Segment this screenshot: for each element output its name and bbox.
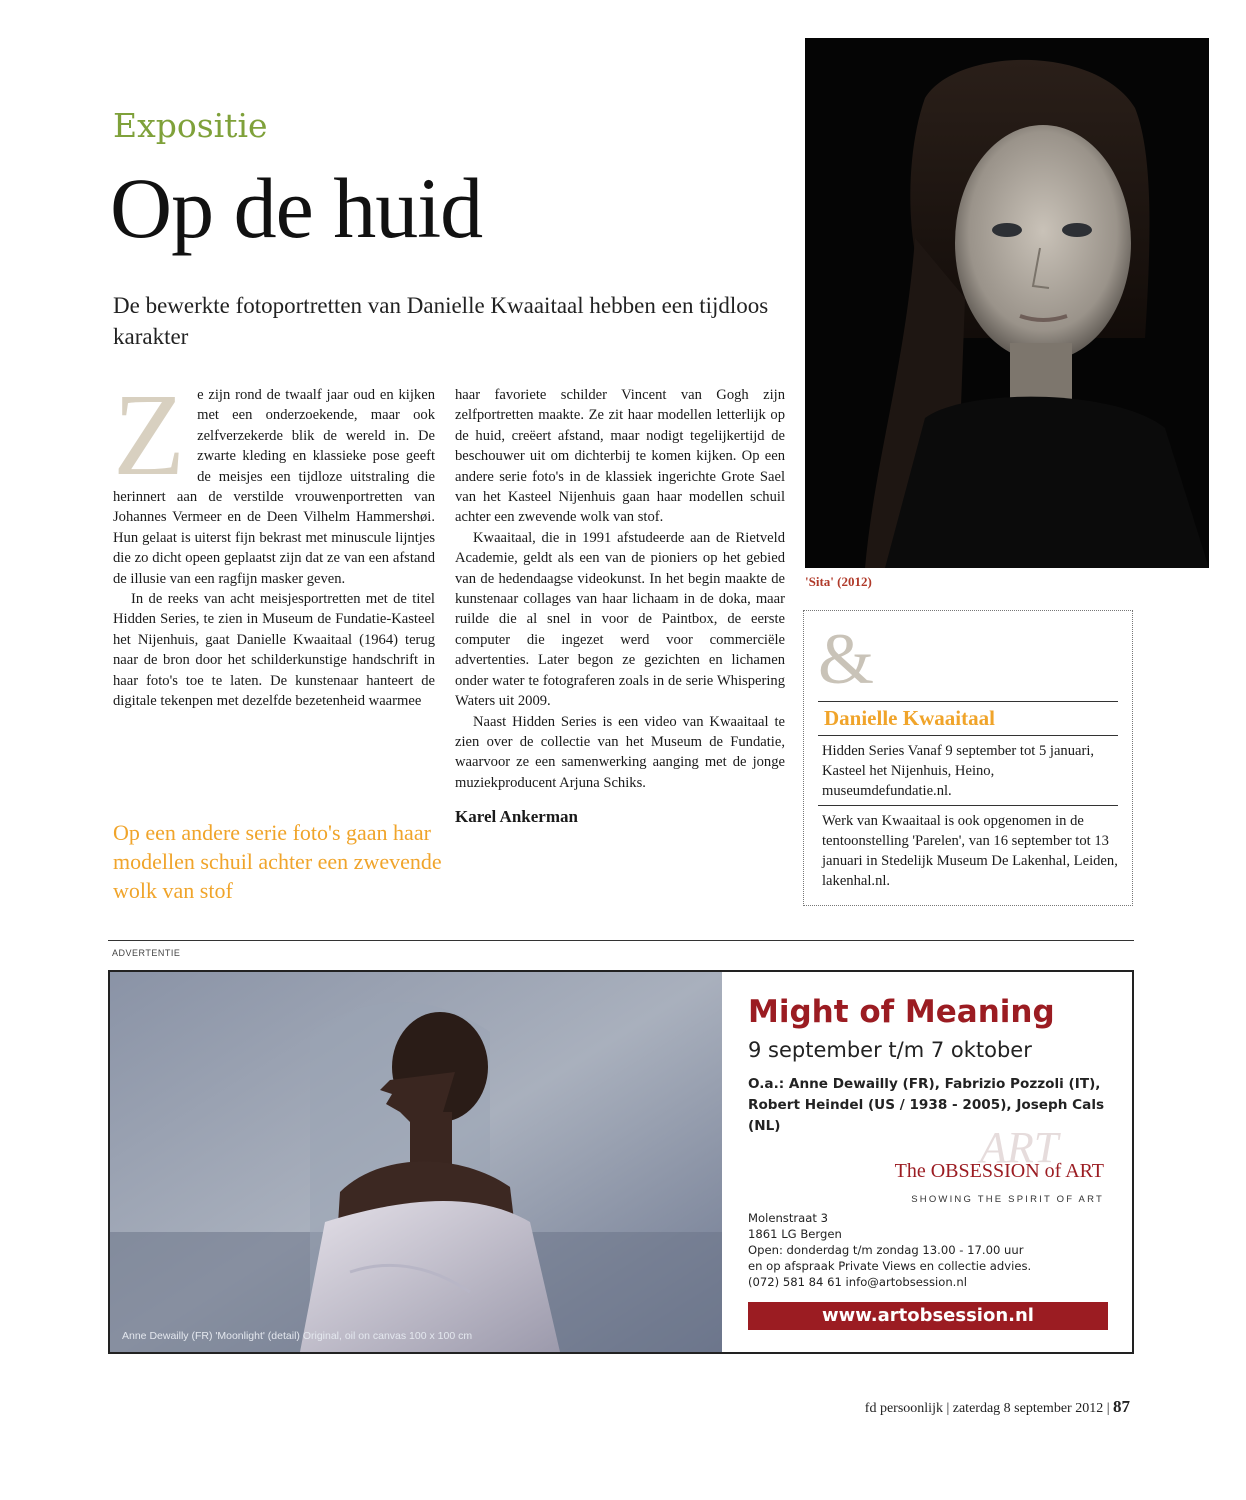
ad-address-line: 1861 LG Bergen xyxy=(748,1227,842,1241)
ad-artists xyxy=(748,1074,1132,1137)
ad-address xyxy=(748,1210,1031,1290)
portrait-illustration xyxy=(805,38,1209,568)
ad-painting-credit: Anne Dewailly (FR) 'Moonlight' (detail) Original, oil on canvas 100 x 100 cm xyxy=(122,1330,473,1342)
footer-text: fd persoonlijk | zaterdag 8 september 2012 | xyxy=(864,1401,1113,1416)
painting-illustration xyxy=(110,972,722,1352)
drop-cap: Z xyxy=(113,369,186,500)
ad-address-line: Molenstraat 3 xyxy=(748,1211,828,1225)
ad-url-link[interactable]: www.artobsession.nl xyxy=(748,1302,1108,1330)
ad-brand-watermark: ART xyxy=(980,1123,1059,1172)
ad-dates: 9 september t/m 7 oktober xyxy=(748,1038,1032,1062)
advertisement xyxy=(108,970,1134,1354)
info-text-2: Werk van Kwaaitaal is ook opgenomen in de tentoonstelling 'Parelen', van 16 september tot 13 januari in Stedelijk Museum De Lakenhal, Leiden, lakenhal.nl. xyxy=(822,813,1118,889)
ad-tagline: SHOWING THE SPIRIT OF ART xyxy=(911,1194,1104,1205)
ad-painting xyxy=(110,972,722,1352)
portrait-photo xyxy=(805,38,1209,568)
ad-divider xyxy=(108,940,1134,941)
info-title: Danielle Kwaaitaal xyxy=(824,706,995,730)
ad-hours-line: en op afspraak Private Views en collectie advies. xyxy=(748,1259,1032,1273)
article-paragraph: Naast Hidden Series is een video van Kwaaitaal te zien over de collectie van het Museum de Fundatie, waarvoor ze een samenwerking aanging met de jonge muziekproducent Arjuna Schiks. xyxy=(455,713,785,791)
photo-caption: 'Sita' (2012) xyxy=(805,574,872,589)
ad-hours-line: Open: donderdag t/m zondag 13.00 - 17.00 uur xyxy=(748,1243,1024,1257)
article-paragraph: haar favoriete schilder Vincent van Gogh zijn zelfportretten maakte. Ze zit haar modellen letterlijk op de huid, creëert afstand, maar nodigt tegelijkertijd de beschouwer uit om dichterbij te komen kijken. Op een andere serie foto's in de klassiek ingerichte Grote Sael van het Kasteel Nijenhuis gaan haar modellen schuil achter een zwevende wolk van stof. xyxy=(455,387,785,526)
ad-brand: The OBSESSION of ART xyxy=(894,1160,1104,1182)
ad-contact: (072) 581 84 61 info@artobsession.nl xyxy=(748,1275,967,1289)
article-intro: De bewerkte fotoportretten van Danielle Kwaaitaal hebben een tijdloos karakter xyxy=(113,293,769,349)
ad-artists-line: Robert Heindel (US / 1938 - 2005), Joseph Cals (NL) xyxy=(748,1097,1105,1134)
section-label: Expositie xyxy=(113,106,268,145)
article-paragraph: Kwaaitaal, die in 1991 afstudeerde aan de Rietveld Academie, geldt als een van de pioniers op het gebied van de hedendaagse videokunst. In het begin maakte de kunstenaar collages van haar lichaam in de doka, maar ruilde die al snel in voor de Paintbox, de eerste computer die ingezet werd voor commerciële advertenties. Later begon ze gezichten en lichamen onder water te fotograferen zoals in de serie Whispering Waters uit 2009. xyxy=(455,529,785,710)
ad-title: Might of Meaning xyxy=(748,994,1055,1030)
ampersand-icon: & xyxy=(818,619,875,699)
divider xyxy=(818,701,1118,702)
article-column-1 xyxy=(113,369,435,712)
divider xyxy=(818,735,1118,736)
article-paragraph: In de reeks van acht meisjesportretten met de titel Hidden Series, te zien in Museum de Fundatie-Kasteel het Nijenhuis, gaat Danielle Kwaaitaal (1964) terug naar de bron door het schilderkunstige handschrift in haar foto's toe te laten. De kunstenaar hanteert de digitale tekenpen met dezelfde bezetenheid waarmee xyxy=(113,591,435,710)
pull-quote: Op een andere serie foto's gaan haar modellen schuil achter een zwevende wolk van stof xyxy=(113,820,442,903)
page-footer xyxy=(865,1397,1130,1417)
article-paragraph: e zijn rond de twaalf jaar oud en kijken met een onderzoekende, maar ook zelfverzekerde blik de wereld in. De zwarte kleding en klassieke pose geeft de meisjes een tijdloze uitstraling die herinnert aan de verstilde vrouwenportretten van Johannes Vermeer en de Deen Vilhelm Hammershøi. Hun gelaat is uiterst fijn bekrast met minuscule lijntjes die zo dicht opeen geplaatst zijn dat ze van een afstand de illusie van een ragfijn masker geven. xyxy=(113,387,435,587)
article-headline: Op de huid xyxy=(110,160,483,256)
ad-label: ADVERTENTIE xyxy=(112,948,181,958)
article-author: Karel Ankerman xyxy=(455,807,578,827)
article-column-2 xyxy=(455,385,785,828)
page-number: 87 xyxy=(1113,1397,1130,1416)
info-text-1: Hidden Series Vanaf 9 september tot 5 januari, Kasteel het Nijenhuis, Heino, museumdefundatie.nl. xyxy=(822,743,1095,799)
info-box xyxy=(803,610,1133,906)
divider xyxy=(818,805,1118,806)
ad-artists-line: O.a.: Anne Dewailly (FR), Fabrizio Pozzoli (IT), xyxy=(748,1076,1101,1092)
